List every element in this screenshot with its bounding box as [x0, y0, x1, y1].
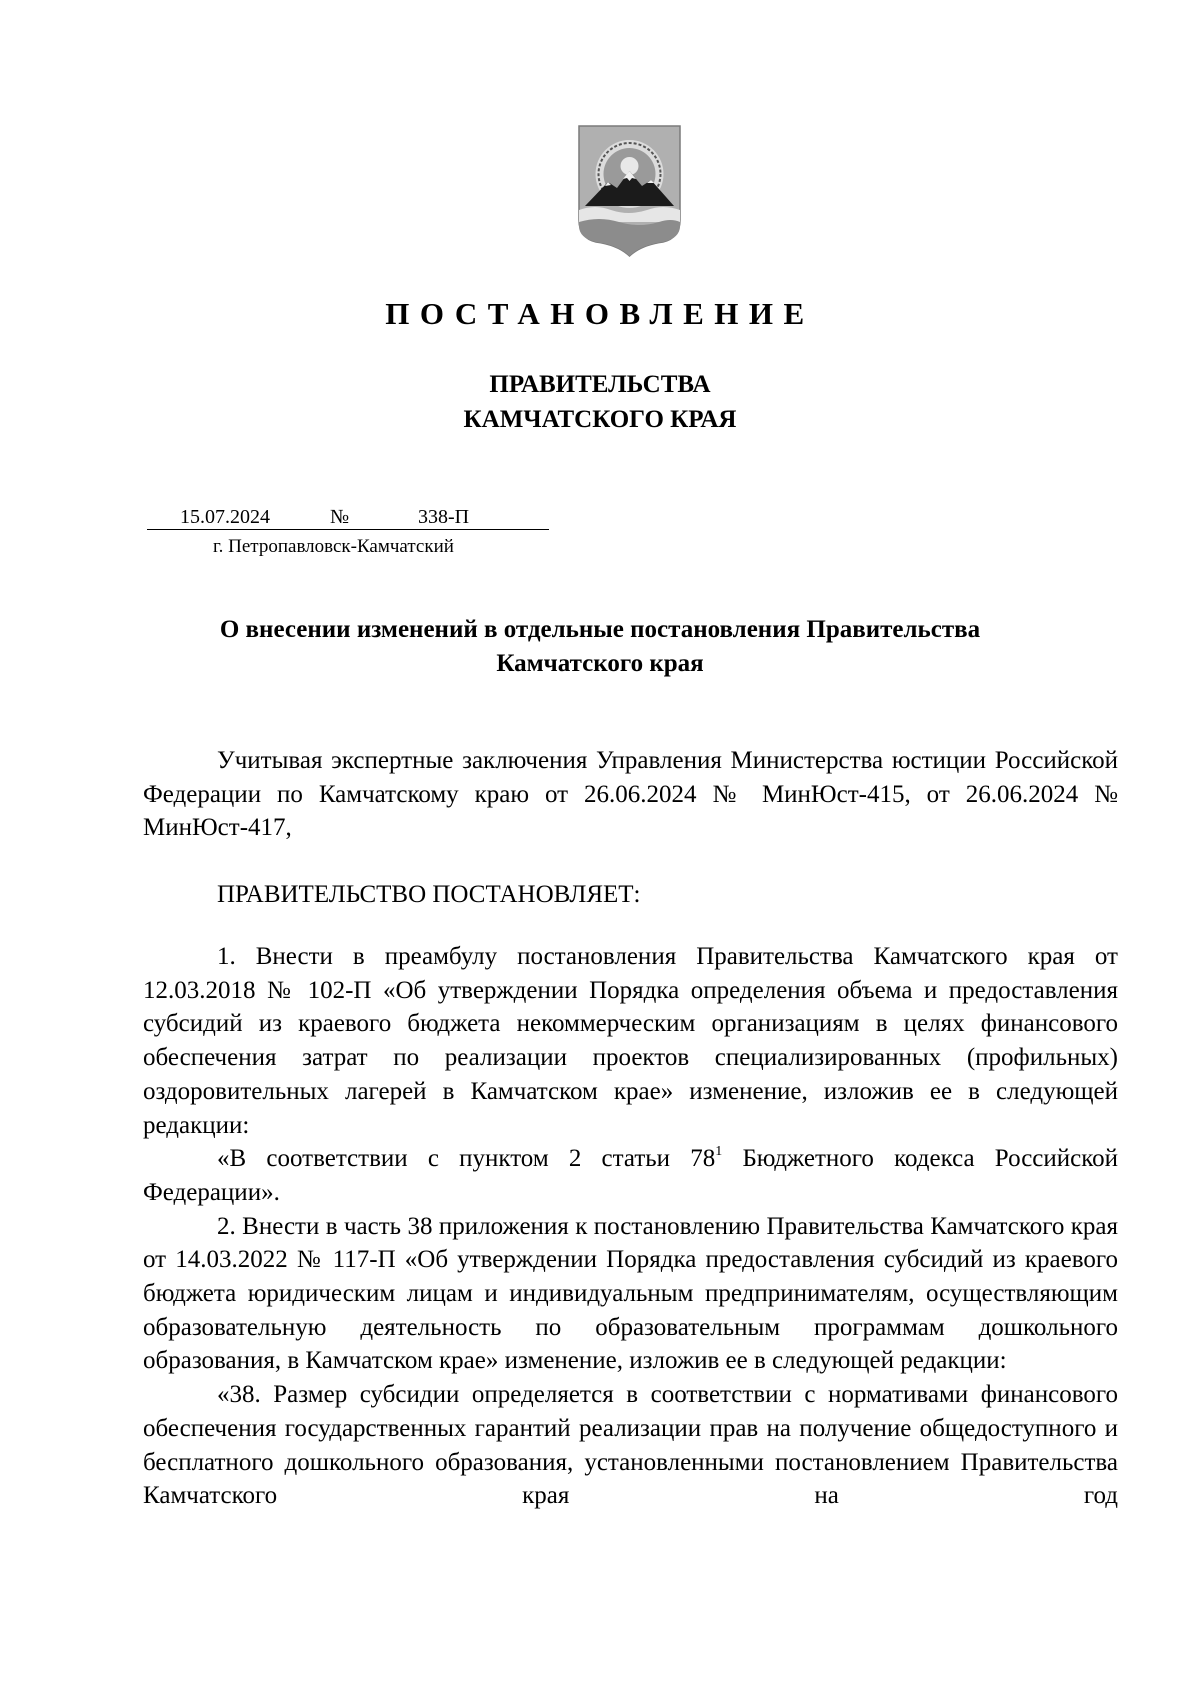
- preamble-block: [143, 744, 1118, 845]
- subject-line-1: О внесении изменений в отдельные постановления Правительства: [219, 616, 981, 643]
- document-number: 338-П: [418, 506, 470, 528]
- issuer-line-1: ПРАВИТЕЛЬСТВА: [489, 371, 711, 398]
- item-1-quote-text-a: «В соответствии с пунктом 2 статьи 78: [217, 1145, 716, 1173]
- item-2-quote: «38. Размер субсидии определяется в соответствии с нормативами финансового обеспечения государственных гарантий реализации прав на получение общедоступного и бесплатного дошкольного образования, установленными постановлением Правительства Камчатского края на год: [143, 1381, 1118, 1510]
- document-title: ПОСТАНОВЛЕНИЕ: [385, 296, 815, 331]
- number-sign: №: [330, 506, 350, 528]
- kamchatka-coat-of-arms-icon: [575, 124, 684, 257]
- preamble-paragraph: Учитывая экспертные заключения Управления Министерства юстиции Российской Федерации по Камчатскому краю от 26.06.2024 № МинЮст-415, от 26.06.2024 № МинЮст-417,: [143, 747, 1118, 842]
- subject-line-2: Камчатского края: [496, 650, 704, 677]
- item-1-paragraph: 1. Внести в преамбулу постановления Правительства Камчатского края от 12.03.2018 № 102-П «Об утверждении Порядка определения объема и предоставления субсидий из краевого бюджета некоммерческим организациям в целях финансового обеспечения затрат по реализации проектов специализированных (профильных) оздоровительных лагерей в Камчатском крае» изменение, изложив ее в следующей редакции:: [143, 943, 1118, 1139]
- item-1-quote-text-b: Бюджетного кодекса Российской Федерации».: [143, 1145, 1119, 1206]
- resolves-block: [143, 878, 1118, 912]
- document-subject: [140, 613, 1060, 681]
- item-2-paragraph: 2. Внести в часть 38 приложения к постановлению Правительства Камчатского края от 14.03.2022 № 117-П «Об утверждении Порядка предоставления субсидий из краевого бюджета юридическим лицам и индивидуальным предпринимателям, осуществляющим образовательную деятельность по образовательным программам дошкольного образования, в Камчатском крае» изменение, изложив ее в следующей редакции:: [143, 1212, 1118, 1375]
- issuer-name: [0, 367, 1200, 437]
- date-number-underline: [147, 529, 549, 530]
- document-date: 15.07.2024: [180, 506, 270, 528]
- item-1-quote: [143, 1142, 1118, 1209]
- resolves-heading: ПРАВИТЕЛЬСТВО ПОСТАНОВЛЯЕТ:: [217, 881, 641, 908]
- document-city: г. Петропавловск-Камчатский: [213, 536, 454, 557]
- issuer-line-2: КАМЧАТСКОГО КРАЯ: [463, 406, 737, 433]
- item-1-quote-superscript: 1: [715, 1143, 723, 1159]
- items-block: [143, 940, 1118, 1513]
